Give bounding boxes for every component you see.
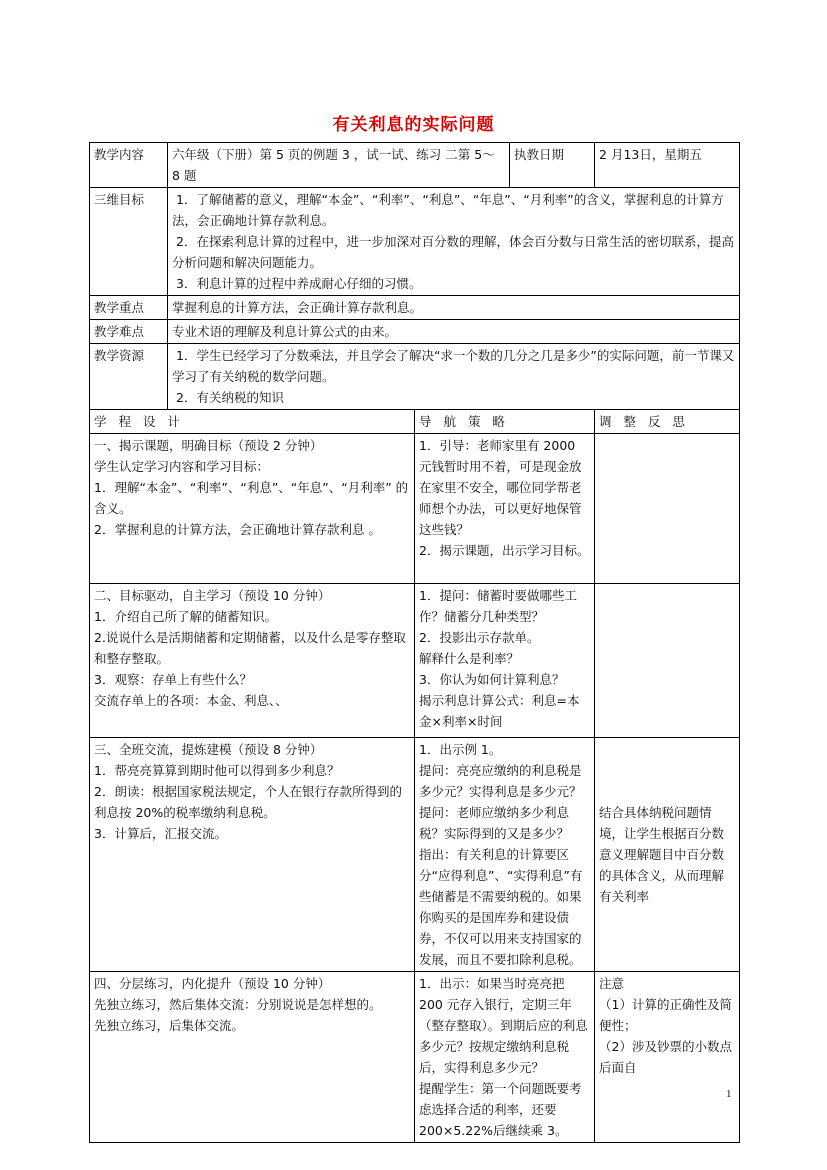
strategy-line: 3．你认为如何计算利息？ — [419, 672, 565, 687]
reflection-cell — [595, 972, 740, 1143]
design-line: 一、揭示课题，明确目标（预设 2 分钟） — [94, 438, 323, 453]
design-line: 1．介绍自己所了解的储蓄知识。 — [94, 609, 277, 624]
content-label: 教学内容 — [90, 143, 168, 188]
resources-label: 教学资源 — [90, 344, 168, 410]
page-title: 有关利息的实际问题 — [332, 115, 495, 135]
strategy-cell — [415, 972, 595, 1143]
goals-label: 三维目标 — [90, 188, 168, 296]
design-line: 先独立练习，然后集体交流：分别说说是怎样想的。 — [94, 997, 382, 1012]
column-header-design: 学 程 设 计 — [90, 410, 415, 434]
content-row — [90, 143, 740, 188]
strategy-line: 1．出示：如果当时亮亮把 200 元存入银行，定期三年（整存整取）。到期后应的利息多少元？按规定缴纳利息税后，实得利息多少元？ — [419, 976, 588, 1075]
reflection-cell — [595, 434, 740, 584]
resource-item: 1．学生已经学习了分数乘法，并且学会了解决“求一个数的几分之几是多少”的实际问题，前一节课又学习了有关纳税的数学问题。 — [172, 348, 735, 384]
section-row — [90, 584, 740, 738]
strategy-line: 提问：老师应缴纳多少利息税？实际得到的又是多少？ — [419, 805, 570, 841]
strategy-line: 解释什么是利率？ — [419, 651, 520, 666]
design-line: 1．帮亮亮算算到期时他可以得到多少利息？ — [94, 763, 340, 778]
design-line: 3．观察：存单上有些什么？ — [94, 672, 252, 687]
goal-item: 1．了解储蓄的意义，理解“本金”、“利率”、“利息”、“年息”、“月利率”的含义，掌握利息的计算方法，会正确地计算存款利息。 — [172, 192, 724, 228]
design-cell — [90, 972, 415, 1143]
strategy-line: 1．引导：老师家里有 2000 元钱暂时用不着，可是现金放在家里不安全，哪位同学帮老师想个办法，可以更好地保管这些钱？ — [419, 438, 582, 537]
date-value: 2 月13日，星期五 — [595, 143, 740, 188]
column-header-reflection: 调 整 反 思 — [595, 410, 740, 434]
section-row — [90, 972, 740, 1143]
strategy-line: 2．投影出示存款单。 — [419, 630, 540, 645]
goals-row — [90, 188, 740, 296]
strategy-line: 1．提问：储蓄时要做哪些工作？储蓄分几种类型？ — [419, 588, 577, 624]
difficulty-row — [90, 320, 740, 344]
design-cell — [90, 738, 415, 972]
design-line: 四、分层练习，内化提升（预设 10 分钟） — [94, 976, 331, 991]
design-line: 2．朗读：根据国家税法规定，个人在银行存款所得到的利息按 20%的税率缴纳利息税。 — [94, 784, 402, 820]
design-line: 交流存单上的各项：本金、利息、、 — [94, 693, 288, 708]
goal-item: 2．在探索利息计算的过程中，进一步加深对百分数的理解，体会百分数与日常生活的密切联系，提高分析问题和解决问题能力。 — [172, 234, 734, 270]
design-line: 学生认定学习内容和学习目标： — [94, 459, 270, 474]
design-cell — [90, 584, 415, 738]
strategy-line: 1．出示例 1。 — [419, 742, 502, 757]
strategy-cell — [415, 434, 595, 584]
design-line: 1．理解“本金”、“利率”、“利息”、“年息”、“月利率” 的含义。 — [94, 480, 409, 516]
reflection-line: 注意 — [599, 976, 625, 991]
key-label: 教学重点 — [90, 296, 168, 320]
page-number: 1 — [726, 1088, 732, 1100]
strategy-cell — [415, 584, 595, 738]
reflection-line: 结合具体纳税问题情境，让学生根据百分数意义理解题目中百分数的具体含义，从而理解有关利率 — [599, 805, 725, 904]
strategy-line: 提问：亮亮应缴纳的利息税是多少元？实得利息是多少元？ — [419, 763, 582, 799]
design-line: 二、目标驱动，自主学习（预设 10 分钟） — [94, 588, 331, 603]
goal-item: 3．利息计算的过程中养成耐心仔细的习惯。 — [176, 276, 422, 291]
strategy-line: 提醒学生：第一个问题既要考虑选择合适的利率，还要 200×5.22%后继续乘 3。 — [419, 1081, 582, 1138]
reflection-cell — [595, 584, 740, 738]
column-header-strategy: 导 航 策 略 — [415, 410, 595, 434]
reflection-cell — [595, 738, 740, 972]
key-value: 掌握利息的计算方法，会正确计算存款利息。 — [168, 296, 740, 320]
design-line: 2.说说什么是活期储蓄和定期储蓄，以及什么是零存整取和整存整取。 — [94, 630, 406, 666]
design-line: 先独立练习，后集体交流。 — [94, 1018, 245, 1033]
difficulty-label: 教学难点 — [90, 320, 168, 344]
difficulty-value: 专业术语的理解及利息计算公式的由来。 — [168, 320, 740, 344]
design-line: 3．计算后，汇报交流。 — [94, 826, 227, 841]
section-row — [90, 738, 740, 972]
strategy-line: 指出：有关利息的计算要区分“应得利息”、“实得利息”有些储蓄是不需要纳税的。如果你购买的是国库券和建设债券，不仅可以用来支持国家的发展，而且不要扣除利息税。 — [419, 847, 583, 967]
goals-cell — [168, 188, 740, 296]
strategy-line: 揭示利息计算公式：利息=本金×利率×时间 — [419, 693, 580, 729]
key-row — [90, 296, 740, 320]
content-value: 六年级（下册）第 5 页的例题 3 ，试一试、练习 二第 5～ 8 题 — [168, 143, 510, 188]
design-cell — [90, 434, 415, 584]
design-line: 三、全班交流，提炼建模（预设 8 分钟） — [94, 742, 323, 757]
section-row — [90, 434, 740, 584]
strategy-line: 2．揭示课题，出示学习目标。 — [419, 543, 590, 558]
design-line: 2．掌握利息的计算方法，会正确地计算存款利息 。 — [94, 522, 381, 537]
date-label: 执教日期 — [510, 143, 595, 188]
lesson-plan-table — [89, 142, 740, 1143]
resources-cell — [168, 344, 740, 410]
reflection-line: （1）计算的正确性及简便性； — [599, 997, 732, 1033]
resources-row — [90, 344, 740, 410]
resource-item: 2．有关纳税的知识 — [176, 390, 284, 405]
column-header-row — [90, 410, 740, 434]
strategy-cell — [415, 738, 595, 972]
reflection-line: （2）涉及钞票的小数点后面自 — [599, 1039, 732, 1075]
